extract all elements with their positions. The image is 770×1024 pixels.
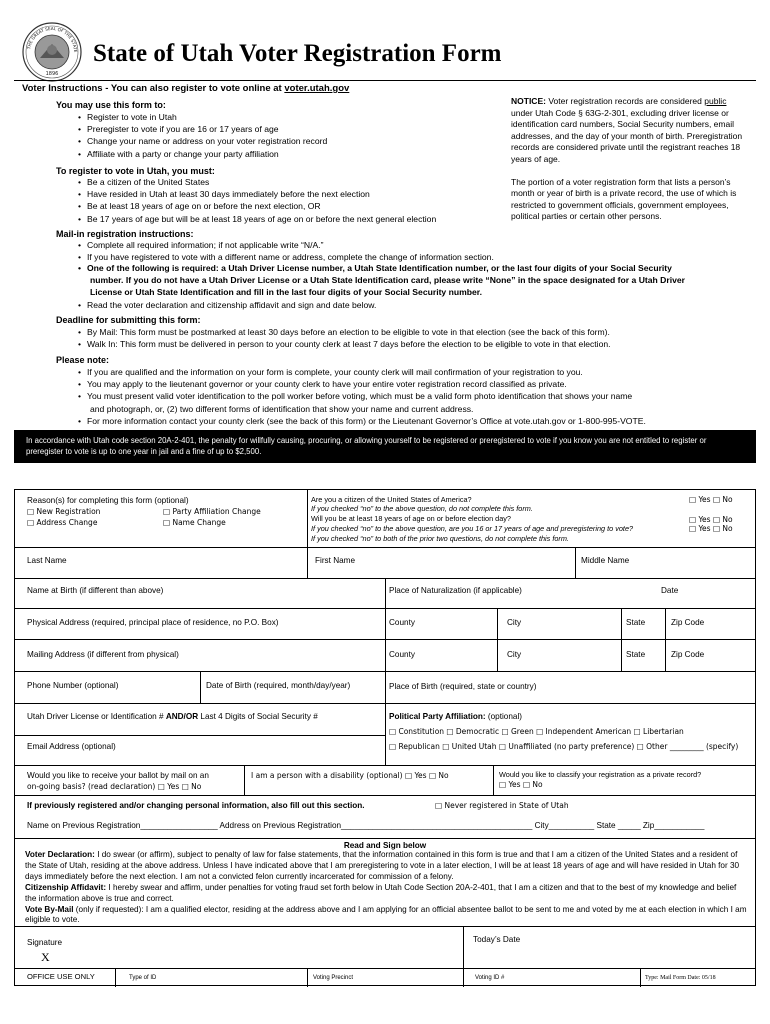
declarations [25,850,747,926]
list-item: • One of the following is required: a Utah Driver License number, a Utah State Identification number, or the last four digits of your Social Security [78,263,672,274]
name-at-birth-field[interactable]: Name at Birth (if different than above) [27,586,164,595]
list-item: • By Mail: This form must be postmarked at least 30 days before an election to be eligible to vote in that election (see the back of this form). [78,327,610,337]
voter-declaration: Voter Declaration: I do swear (or affirm), subject to penalty of law for false statements, that the information contained in this form is true and that I am a citizen of the United States and a resident of the State of Utah, residing at the above address. Unless I have indicated above that I am preregistering to vote in a later election, I will be at least 18 years of age and will have resided in Utah for 30 days immediately before the next election. I am not a convicted felon currently incarcerated for commission of a felony. [25,850,740,881]
mailing-county-field[interactable]: County [389,650,415,659]
list-item: • Be at least 18 years of age on or before the next election, OR [78,201,321,212]
read-and-sign-heading: Read and Sign below [343,841,427,850]
middle-name-field[interactable]: Middle Name [581,556,630,565]
preregister-yes-no-checkboxes[interactable]: □ Yes □ No [689,524,733,533]
private-record-question: Would you like to classify your registration as a private record? [499,770,702,779]
reasons-title: Reason(s) for completing this form (optional) [27,496,189,505]
disability-yes-no[interactable]: I am a person with a disability (optional) □ Yes □ No [251,771,449,780]
previous-registration-fields[interactable]: Name on Previous Registration_________________ Address on Previous Registration__________________________________________ City__________ State _____ Zip___________ [27,821,705,830]
list-item: • For more information contact your county clerk (see the back of this form) or the Lieutenant Governor’s Office at vote.utah.gov or 1-800-995-VOTE. [78,415,646,426]
citizen-yes-no-checkboxes[interactable]: □ Yes □ No [689,495,733,504]
registration-form [14,489,756,986]
mail-title: Mail-in registration instructions: [56,229,194,239]
list-item: • Complete all required information; if not applicable write “N/A.” [78,240,324,250]
email-field[interactable]: Email Address (optional) [27,742,116,751]
physical-county-field[interactable]: County [389,618,415,627]
naturalization-date-field[interactable]: Date [661,586,679,595]
ballot-by-mail-question: Would you like to receive your ballot by mail on an [27,771,209,780]
online-registration-link[interactable]: voter.utah.gov [284,83,350,94]
both-no-note: If you checked “no” to both of the prior two questions, do not complete this form. [311,534,569,543]
never-registered-checkbox[interactable]: □ Never registered in State of Utah [435,801,569,810]
mailing-zip-field[interactable]: Zip Code [671,650,705,659]
deadline-list [78,326,611,350]
first-name-field[interactable]: First Name [315,556,356,565]
list-item-continued: number. If you do not have a Utah Driver License or a Utah State Identification card, please write “None” in the space designated for a Utah Driver [90,275,686,286]
physical-zip-field[interactable]: Zip Code [671,618,705,627]
seal-ring-text: THE GREAT SEAL OF THE STATE [26,25,79,53]
phone-number-field[interactable]: Phone Number (optional) [27,681,119,690]
date-of-birth-field[interactable]: Date of Birth (required, month/day/year) [206,681,351,690]
citizenship-affidavit: Citizenship Affidavit: I hereby swear and affirm, under penalties for voting fraud set forth below in Utah Code Section 20A-2-401, that I am a citizen and that to the best of my knowledge and belief the information above is true and correct. [25,882,737,903]
mailing-city-field[interactable]: City [507,650,522,659]
seal-year: 1896 [45,71,59,77]
header-divider [14,80,756,81]
reason-new-registration-checkbox[interactable]: □ New Registration [27,507,101,516]
todays-date-field[interactable]: Today’s Date [473,935,521,944]
list-item: • Change your name or address on your voter registration record [78,136,328,147]
citizen-question: Are you a citizen of the United States of America? [311,495,472,504]
instructions-heading-text: Voter Instructions - You can also register to vote online at [22,83,285,94]
list-item: • Walk In: This form must be delivered in person to your county clerk at least 7 days before the election to be eligible to vote in that election. [78,339,611,350]
signature-field[interactable]: X [41,950,50,964]
party-options-row-2[interactable]: □ Republican □ United Utah □ Unaffiliated (no party preference) □ Other _________ (specify) [389,742,739,751]
previous-registration-title: If previously registered and/or changing personal information, also fill out this section. [27,801,365,810]
mailing-state-field[interactable]: State [626,650,646,659]
notice-label: NOTICE: [511,96,546,106]
list-item: • If you are qualified and the information on your form is complete, your county clerk will mail confirmation of your registration to you. [78,367,583,377]
use-list [78,111,327,160]
id-or-ssn-field[interactable]: Utah Driver License or Identification # AND/OR Last 4 Digits of Social Security # [27,712,318,721]
notice-paragraph-2: The portion of a voter registration form that lists a person’s month or year of birth is a private record, the use of which is restricted to government officials, government employees, political parties or certain other persons. [511,176,737,222]
list-item-continued: License or Utah State Identification and fill in the last four digits of your Social Security number. [90,287,483,297]
type-of-id-label: Type of ID [129,975,157,981]
note-list [78,366,646,427]
note-title: Please note: [56,355,110,365]
utah-state-seal-logo [22,22,82,82]
list-item: • You must present valid voter identification to the poll worker before voting, which must be a valid form photo identification that shows your name [78,391,633,402]
private-record-yes-no[interactable]: □ Yes □ No [499,780,543,789]
ballot-by-mail-yes-no[interactable]: on-going basis? (read declaration) □ Yes □ No [27,782,202,791]
list-item: • Be a citizen of the United States [78,177,210,187]
notice-paragraph-1: NOTICE: Voter registration records are considered public under Utah Code § 63G-2-301, excluding driver license or identification card numbers, Social Security numbers, email addresses, and the day of your month of birth. Preregistration records are considered private until the registrant reaches 18 years of age. [511,96,743,164]
page-title: State of Utah Voter Registration Form [93,40,502,67]
list-item: • Be 17 years of age but will be at least 18 years of age on or before the next general election [78,213,437,224]
must-list [78,176,436,225]
deadline-title: Deadline for submitting this form: [56,315,201,325]
list-item: • Have resided in Utah at least 30 days immediately before the next election [78,189,370,200]
vote-by-mail-statement: Vote By-Mail (only if requested): I am a qualified elector, residing at the address above and I am applying for an official absentee ballot to be sent to me and voted by me at each election in which I am eligible to vote. [25,904,747,925]
mailing-address-field[interactable]: Mailing Address (if different from physical) [27,650,179,659]
citizen-note: If you checked “no” to the above question, do not complete this form. [311,504,533,513]
naturalization-place-field[interactable]: Place of Naturalization (if applicable) [389,586,522,595]
physical-city-field[interactable]: City [507,618,522,627]
signature-label: Signature [27,938,63,947]
physical-state-field[interactable]: State [626,618,646,627]
use-title: You may use this form to: [56,100,166,110]
list-item: • If you have registered to vote with a different name or address, complete the change of information section. [78,252,494,263]
list-item: • Register to vote in Utah [78,112,177,122]
reason-name-change-checkbox[interactable]: □ Name Change [163,518,226,527]
voting-id-label: Voting ID # [475,975,505,981]
last-name-field[interactable]: Last Name [27,556,67,565]
list-item: • Read the voter declaration and citizenship affidavit and sign and date below. [78,299,377,310]
form-date-label: Type: Mail Form Date: 05/18 [645,975,716,981]
voting-precinct-label: Voting Precinct [313,975,354,981]
privacy-notice [511,96,749,223]
reason-party-change-checkbox[interactable]: □ Party Affiliation Change [163,507,261,516]
office-use-label: OFFICE USE ONLY [27,972,95,981]
place-of-birth-field[interactable]: Place of Birth (required, state or country) [389,682,537,691]
age-yes-no-checkboxes[interactable]: □ Yes □ No [689,515,733,524]
list-item-continued: and photograph, or, (2) two different forms of identification that show your name and current address. [90,403,474,414]
reason-address-change-checkbox[interactable]: □ Address Change [27,518,98,527]
physical-address-field[interactable]: Physical Address (required, principal place of residence, no P.O. Box) [27,618,279,627]
list-item: • Affiliate with a party or change your party affiliation [78,148,279,159]
must-title: To register to vote in Utah, you must: [56,166,215,176]
instructions-heading [22,83,349,94]
penalty-banner: In accordance with Utah code section 20A-2-401, the penalty for willfully causing, procuring, or allowing yourself to be registered or preregistered to vote if you know you are not entitled to register or preregister to vote is up to one year in jail and a fine of up to $2,500. [14,430,756,463]
preregister-question: If you checked “no” to the above question, are you 16 or 17 years of age and preregistering to vote? [311,524,634,533]
party-options-row-1[interactable]: □ Constitution □ Democratic □ Green □ Independent American □ Libertarian [389,727,684,736]
list-item: • You may apply to the lieutenant governor or your county clerk to have your entire voter registration record classified as private. [78,379,567,390]
list-item: • Preregister to vote if you are 16 or 17 years of age [78,124,279,135]
mail-list [78,239,758,311]
age-question: Will you be at least 18 years of age on or before election day? [311,514,511,523]
party-affiliation-title: Political Party Affiliation: (optional) [389,712,523,721]
